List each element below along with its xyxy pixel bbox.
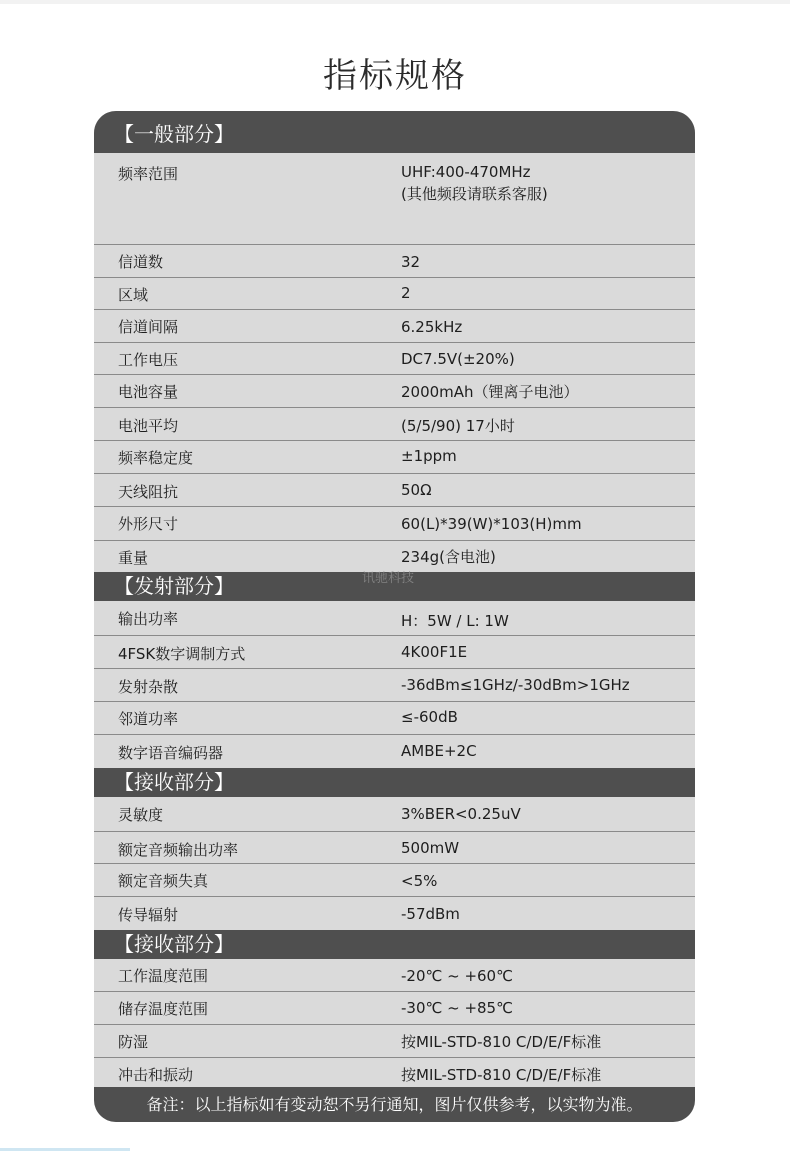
row-label: 储存温度范围 — [118, 1000, 209, 1018]
row-label: 灵敏度 — [118, 806, 164, 824]
row-value-line1: UHF:400-470MHz — [401, 163, 531, 181]
row-label: 频率稳定度 — [118, 449, 194, 467]
footer-note: 备注：以上指标如有变动恕不另行通知，图片仅供参考，以实物为准。 — [94, 1087, 695, 1122]
table-row — [94, 407, 695, 440]
table-row — [94, 701, 695, 734]
row-value: -30℃ ~ +85℃ — [401, 999, 513, 1017]
row-label: 邻道功率 — [118, 710, 179, 728]
row-value: H：5W / L: 1W — [401, 612, 509, 630]
section-header-receive: 【接收部分】 — [94, 768, 695, 797]
row-label: 发射杂散 — [118, 678, 179, 696]
table-row — [94, 277, 695, 309]
section-header-transmit: 【发射部分】 — [94, 572, 695, 601]
row-label: 冲击和振动 — [118, 1066, 194, 1084]
table-row — [94, 1024, 695, 1057]
row-value: 按MIL-STD-810 C/D/E/F标准 — [401, 1066, 602, 1084]
row-label: 重量 — [118, 549, 149, 567]
table-row — [94, 440, 695, 473]
row-value: 2 — [401, 284, 411, 302]
row-label: 频率范围 — [118, 165, 179, 183]
table-row — [94, 374, 695, 407]
row-value: 500mW — [401, 839, 460, 857]
row-label: 防湿 — [118, 1033, 149, 1051]
row-value: 50Ω — [401, 481, 432, 499]
row-label: 区域 — [118, 286, 149, 304]
table-row — [94, 797, 695, 831]
row-value: 按MIL-STD-810 C/D/E/F标准 — [401, 1033, 602, 1051]
table-row — [94, 506, 695, 540]
row-label: 电池容量 — [118, 383, 179, 401]
row-value: -20℃ ~ +60℃ — [401, 967, 513, 985]
section-header-environment: 【接收部分】 — [94, 930, 695, 959]
page-title: 指标规格 — [323, 56, 467, 96]
top-divider — [0, 0, 790, 4]
row-value: 6.25kHz — [401, 318, 463, 336]
row-value — [401, 163, 548, 204]
row-label: 输出功率 — [118, 610, 179, 628]
row-value: ±1ppm — [401, 447, 457, 465]
row-value: 60(L)*39(W)*103(H)mm — [401, 515, 582, 533]
row-label: 工作电压 — [118, 351, 179, 369]
table-row — [94, 244, 695, 277]
row-label: 信道数 — [118, 253, 164, 271]
row-value: DC7.5V(±20%) — [401, 350, 515, 368]
table-row — [94, 896, 695, 930]
table-row — [94, 309, 695, 342]
table-row — [94, 831, 695, 863]
table-row — [94, 473, 695, 506]
row-value: -57dBm — [401, 905, 460, 923]
table-row — [94, 991, 695, 1024]
table-row — [94, 863, 695, 896]
table-row — [94, 734, 695, 768]
row-value: (5/5/90) 17小时 — [401, 417, 515, 435]
row-label: 4FSK数字调制方式 — [118, 645, 246, 663]
watermark: 讯驰科技 — [362, 571, 415, 586]
row-label: 外形尺寸 — [118, 515, 179, 533]
table-row — [94, 342, 695, 374]
table-row — [94, 1057, 695, 1087]
row-label: 天线阻抗 — [118, 483, 179, 501]
row-value: 32 — [401, 253, 421, 271]
row-value: 2000mAh（锂离子电池） — [401, 383, 579, 401]
table-row — [94, 959, 695, 991]
row-label: 信道间隔 — [118, 318, 179, 336]
table-row — [94, 153, 695, 244]
row-label: 额定音频失真 — [118, 872, 209, 890]
row-value: AMBE+2C — [401, 742, 477, 760]
row-label: 传导辐射 — [118, 906, 179, 924]
row-value: 4K00F1E — [401, 643, 468, 661]
row-label: 电池平均 — [118, 417, 179, 435]
row-value: 234g(含电池) — [401, 548, 496, 566]
row-value: <5% — [401, 872, 438, 890]
table-row — [94, 668, 695, 701]
row-value: -36dBm≤1GHz/-30dBm>1GHz — [401, 676, 630, 694]
row-value: 3%BER<0.25uV — [401, 805, 521, 823]
row-label: 额定音频输出功率 — [118, 841, 239, 859]
row-value-line2: (其他频段请联系客服) — [401, 185, 548, 203]
table-row — [94, 601, 695, 635]
row-label: 工作温度范围 — [118, 967, 209, 985]
table-row — [94, 635, 695, 668]
row-value: ≤-60dB — [401, 708, 458, 726]
section-header-general: 【一般部分】 — [94, 111, 695, 153]
spec-table — [94, 111, 695, 1122]
row-label: 数字语音编码器 — [118, 744, 224, 762]
